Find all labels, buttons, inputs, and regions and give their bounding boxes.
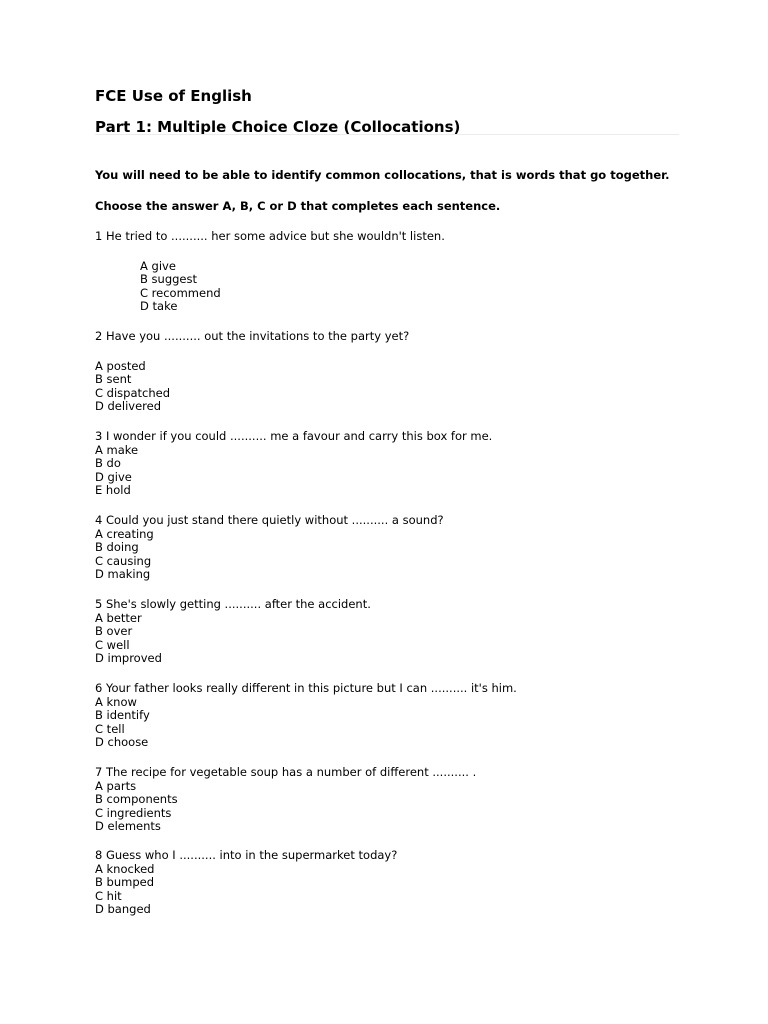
options-list <box>95 612 162 666</box>
option-item: D take <box>140 299 178 314</box>
options-list <box>95 863 154 917</box>
heading-divider <box>95 134 679 135</box>
option-item: D give <box>95 469 132 484</box>
question-text: 4 Could you just stand there quietly without .......... a sound? <box>95 513 444 527</box>
option-item: C causing <box>95 553 152 568</box>
question-text: 2 Have you .......... out the invitations to the party yet? <box>95 329 410 343</box>
option-item: A creating <box>95 527 154 541</box>
question-text: 3 I wonder if you could .......... me a favour and carry this box for me. <box>95 429 493 443</box>
option-item: D banged <box>95 902 151 917</box>
option-item: A better <box>95 611 142 625</box>
option-item: A posted <box>95 359 146 373</box>
question-text: 5 She's slowly getting .......... after the accident. <box>95 597 371 611</box>
options-list <box>95 444 138 498</box>
option-item: D improved <box>95 651 162 666</box>
option-item: D delivered <box>95 399 162 414</box>
option-item: B identify <box>95 708 150 723</box>
option-item: A know <box>95 695 137 709</box>
question-text: 6 Your father looks really different in this picture but I can .......... it's him. <box>95 681 517 695</box>
option-item: B over <box>95 624 133 639</box>
option-item: C recommend <box>140 285 221 300</box>
options-list <box>95 528 154 582</box>
options-list <box>95 360 170 414</box>
option-item: A parts <box>95 779 137 793</box>
option-item: A give <box>140 259 176 273</box>
option-item: C ingredients <box>95 805 172 820</box>
option-item: C tell <box>95 721 125 736</box>
intro-text: You will need to be able to identify common collocations, that is words that go together. <box>95 168 670 182</box>
option-item: D choose <box>95 735 149 750</box>
option-item: C hit <box>95 888 122 903</box>
option-item: C well <box>95 637 130 652</box>
question-text: 1 He tried to .......... her some advice but she wouldn't listen. <box>95 229 445 243</box>
option-item: D elements <box>95 819 161 834</box>
page-title: FCE Use of English <box>95 87 252 105</box>
option-item: C dispatched <box>95 385 171 400</box>
options-list <box>140 260 221 314</box>
question-text: 8 Guess who I .......... into in the supermarket today? <box>95 848 398 862</box>
section-heading: Part 1: Multiple Choice Cloze (Collocations) <box>95 118 461 136</box>
option-item: B suggest <box>140 272 198 287</box>
option-item: A make <box>95 443 139 457</box>
option-item: B components <box>95 792 178 807</box>
options-list <box>95 696 150 750</box>
option-item: B sent <box>95 372 132 387</box>
option-item: B bumped <box>95 875 155 890</box>
option-item: E hold <box>95 483 131 498</box>
question-text: 7 The recipe for vegetable soup has a number of different .......... . <box>95 765 477 779</box>
option-item: D making <box>95 567 151 582</box>
options-list <box>95 780 178 834</box>
option-item: B do <box>95 456 121 471</box>
option-item: A knocked <box>95 862 155 876</box>
option-item: B doing <box>95 540 139 555</box>
instruction-text: Choose the answer A, B, C or D that completes each sentence. <box>95 199 501 213</box>
